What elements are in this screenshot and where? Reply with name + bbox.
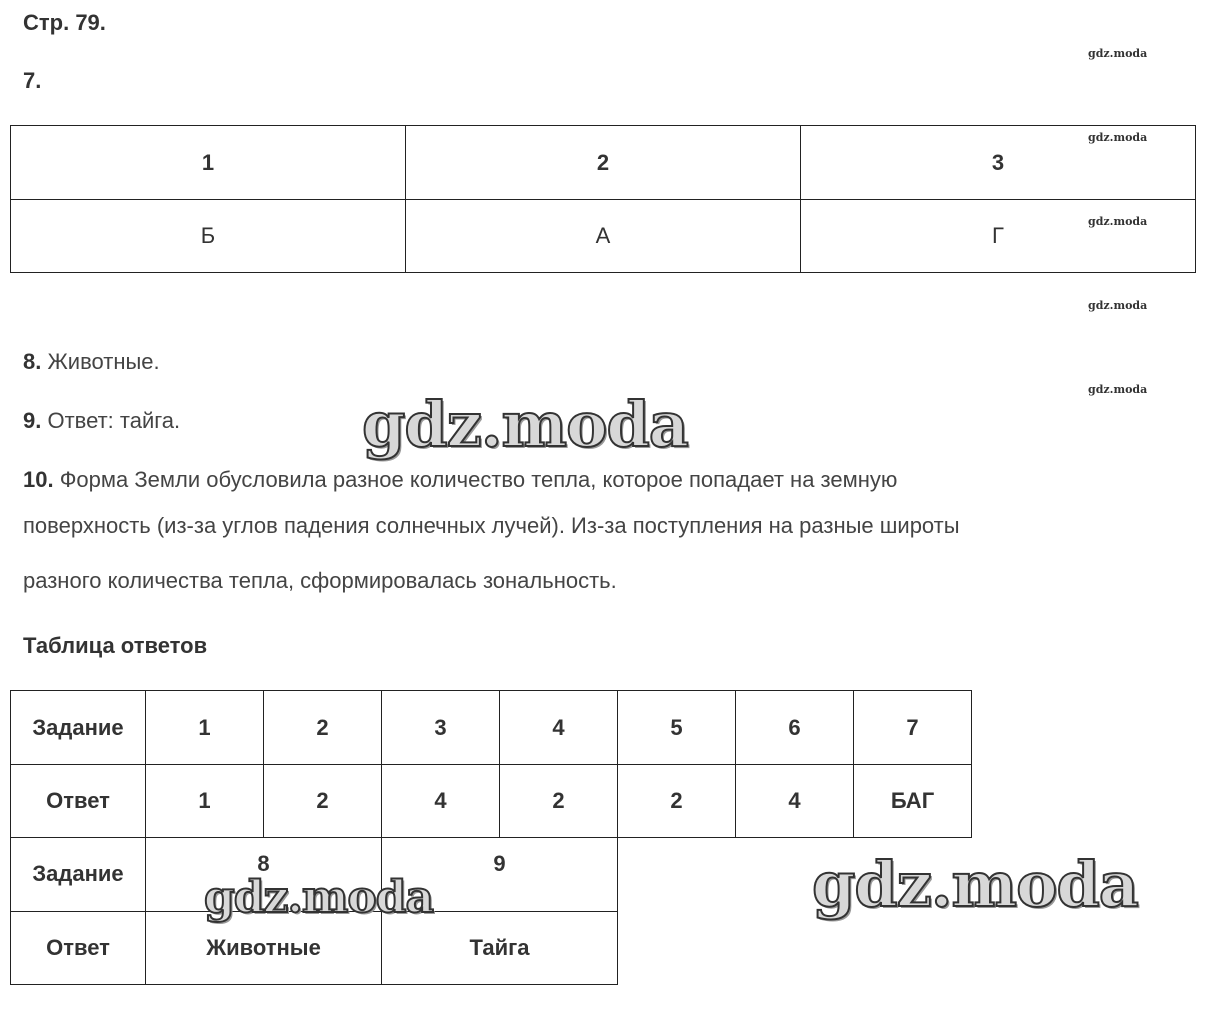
answers-table-title: Таблица ответов xyxy=(23,633,208,658)
watermark: gdz.moda xyxy=(1088,131,1148,144)
task-answer: 4 xyxy=(736,765,854,838)
question-10-line-2: поверхность (из-за углов падения солнечных лучей). Из-за поступления на разные широты xyxy=(23,513,960,538)
page-reference: Стр. 79. xyxy=(23,10,106,35)
question-10-line-3: разного количества тепла, сформировалась зональность. xyxy=(23,568,617,593)
question-9-number: 9. xyxy=(23,408,42,433)
task-number: 1 xyxy=(146,691,264,765)
question-7-table xyxy=(10,125,1196,273)
question-9-answer: Ответ: тайга. xyxy=(41,408,181,433)
row-label-answer: Ответ xyxy=(11,765,146,838)
question-10-text: Форма Земли обусловила разное количество тепла, которое попадает на земную xyxy=(53,467,898,492)
task-number: 6 xyxy=(736,691,854,765)
watermark: gdz.moda xyxy=(1088,383,1148,396)
table-header-cell: 2 xyxy=(406,126,801,200)
question-9 xyxy=(23,408,180,434)
row-label-task: Задание xyxy=(11,837,146,911)
task-answer: 4 xyxy=(382,765,500,838)
task-answer: 1 xyxy=(146,765,264,838)
task-answer: 2 xyxy=(264,765,382,838)
task-answer: 2 xyxy=(500,765,618,838)
row-label-answer: Ответ xyxy=(11,911,146,984)
watermark-large: gdz.moda xyxy=(204,872,434,923)
question-8-answer: Животные. xyxy=(41,349,160,374)
task-number: 8 xyxy=(146,837,382,911)
watermark: gdz.moda xyxy=(1088,215,1148,228)
task-number: 4 xyxy=(500,691,618,765)
watermark: gdz.moda xyxy=(1088,47,1148,60)
watermark-large: gdz.moda xyxy=(812,848,1138,921)
question-10-line-1 xyxy=(23,467,897,493)
row-label-task: Задание xyxy=(11,691,146,765)
watermark: gdz.moda xyxy=(1088,299,1148,312)
task-answer: Тайга xyxy=(382,911,618,984)
table-cell: Г xyxy=(801,200,1196,273)
task-number: 3 xyxy=(382,691,500,765)
table-cell: А xyxy=(406,200,801,273)
task-number: 7 xyxy=(854,691,972,765)
task-answer: Животные xyxy=(146,911,382,984)
task-number: 5 xyxy=(618,691,736,765)
question-8 xyxy=(23,349,160,375)
question-8-number: 8. xyxy=(23,349,42,374)
task-number: 2 xyxy=(264,691,382,765)
table-cell: Б xyxy=(11,200,406,273)
question-10-number: 10. xyxy=(23,467,54,492)
watermark-large: gdz.moda xyxy=(362,388,688,461)
question-7-label: 7. xyxy=(23,68,42,93)
task-number: 9 xyxy=(382,837,618,911)
answers-table xyxy=(10,690,972,838)
task-answer: БАГ xyxy=(854,765,972,838)
task-answer: 2 xyxy=(618,765,736,838)
table-header-cell: 1 xyxy=(11,126,406,200)
table-header-cell: 3 xyxy=(801,126,1196,200)
